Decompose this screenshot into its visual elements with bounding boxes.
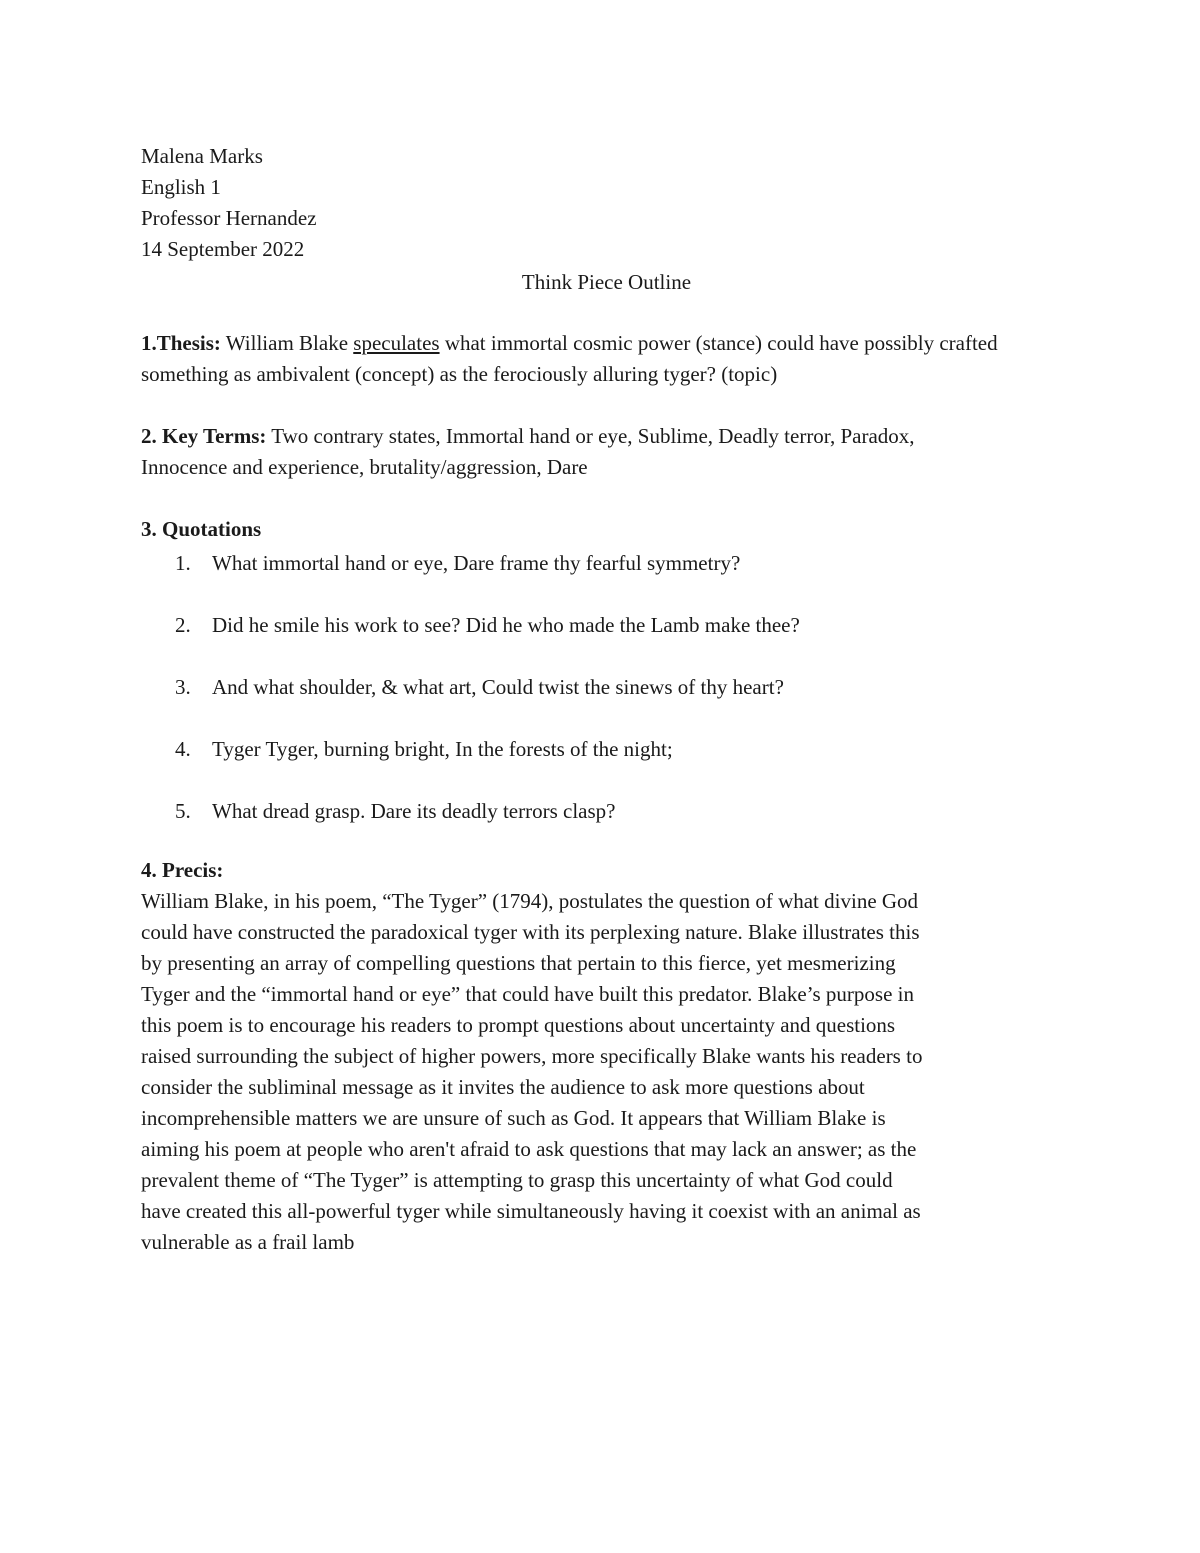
key-terms-text-1: Two contrary states, Immortal hand or eye, Sublime, Deadly terror, Paradox, <box>266 424 915 448</box>
quotation-text: Did he smile his work to see? Did he who made the Lamb make thee? <box>212 613 800 637</box>
precis-line: consider the subliminal message as it invites the audience to ask more questions about <box>141 1075 865 1099</box>
precis-line: this poem is to encourage his readers to prompt questions about uncertainty and questions <box>141 1013 896 1037</box>
key-terms-line-2: Innocence and experience, brutality/aggression, Dare <box>141 455 588 479</box>
quotation-number: 4. <box>175 737 191 761</box>
quotation-number: 3. <box>175 675 191 699</box>
precis-line: raised surrounding the subject of higher powers, more specifically Blake wants his readers to <box>141 1044 923 1068</box>
precis-line: by presenting an array of compelling questions that pertain to this fierce, yet mesmerizing <box>141 951 896 975</box>
thesis-text-pre: William Blake <box>220 331 354 355</box>
course-name: English 1 <box>141 175 221 199</box>
precis-line: Tyger and the “immortal hand or eye” that could have built this predator. Blake’s purpose in <box>141 982 914 1006</box>
key-terms-line-1 <box>141 426 915 447</box>
key-terms-label: 2. Key Terms: <box>141 424 267 448</box>
precis-line: incomprehensible matters we are unsure of such as God. It appears that William Blake is <box>141 1106 886 1130</box>
thesis-line-2: something as ambivalent (concept) as the ferociously alluring tyger? (topic) <box>141 362 778 386</box>
quotations-label: 3. Quotations <box>141 517 262 541</box>
precis-line: prevalent theme of “The Tyger” is attempting to grasp this uncertainty of what God could <box>141 1168 893 1192</box>
document-date: 14 September 2022 <box>141 237 305 261</box>
document-title: Think Piece Outline <box>521 270 692 294</box>
quotation-text: And what shoulder, & what art, Could twist the sinews of thy heart? <box>212 675 784 699</box>
quotation-number: 1. <box>175 551 191 575</box>
precis-line: vulnerable as a frail lamb <box>141 1230 355 1254</box>
quotation-number: 2. <box>175 613 191 637</box>
thesis-label: 1.Thesis: <box>141 331 221 355</box>
quotation-text: What dread grasp. Dare its deadly terrors clasp? <box>212 799 616 823</box>
precis-line: have created this all-powerful tyger while simultaneously having it coexist with an animal as <box>141 1199 921 1223</box>
quotation-text: Tyger Tyger, burning bright, In the forests of the night; <box>212 737 673 761</box>
precis-label: 4. Precis: <box>141 858 224 882</box>
precis-line: could have constructed the paradoxical tyger with its perplexing nature. Blake illustrates this <box>141 920 920 944</box>
precis-line: William Blake, in his poem, “The Tyger” (1794), postulates the question of what divine God <box>141 889 919 913</box>
thesis-underlined-word: speculates <box>353 331 440 355</box>
quotation-text: What immortal hand or eye, Dare frame thy fearful symmetry? <box>212 551 741 575</box>
thesis-text-post: what immortal cosmic power (stance) could have possibly crafted <box>439 331 998 355</box>
quotation-number: 5. <box>175 799 191 823</box>
thesis-line-1 <box>141 333 998 354</box>
author-name: Malena Marks <box>141 144 263 168</box>
professor-name: Professor Hernandez <box>141 206 317 230</box>
quotations-heading <box>141 519 261 540</box>
precis-line: aiming his poem at people who aren't afraid to ask questions that may lack an answer; as the <box>141 1137 917 1161</box>
precis-heading <box>141 860 223 881</box>
